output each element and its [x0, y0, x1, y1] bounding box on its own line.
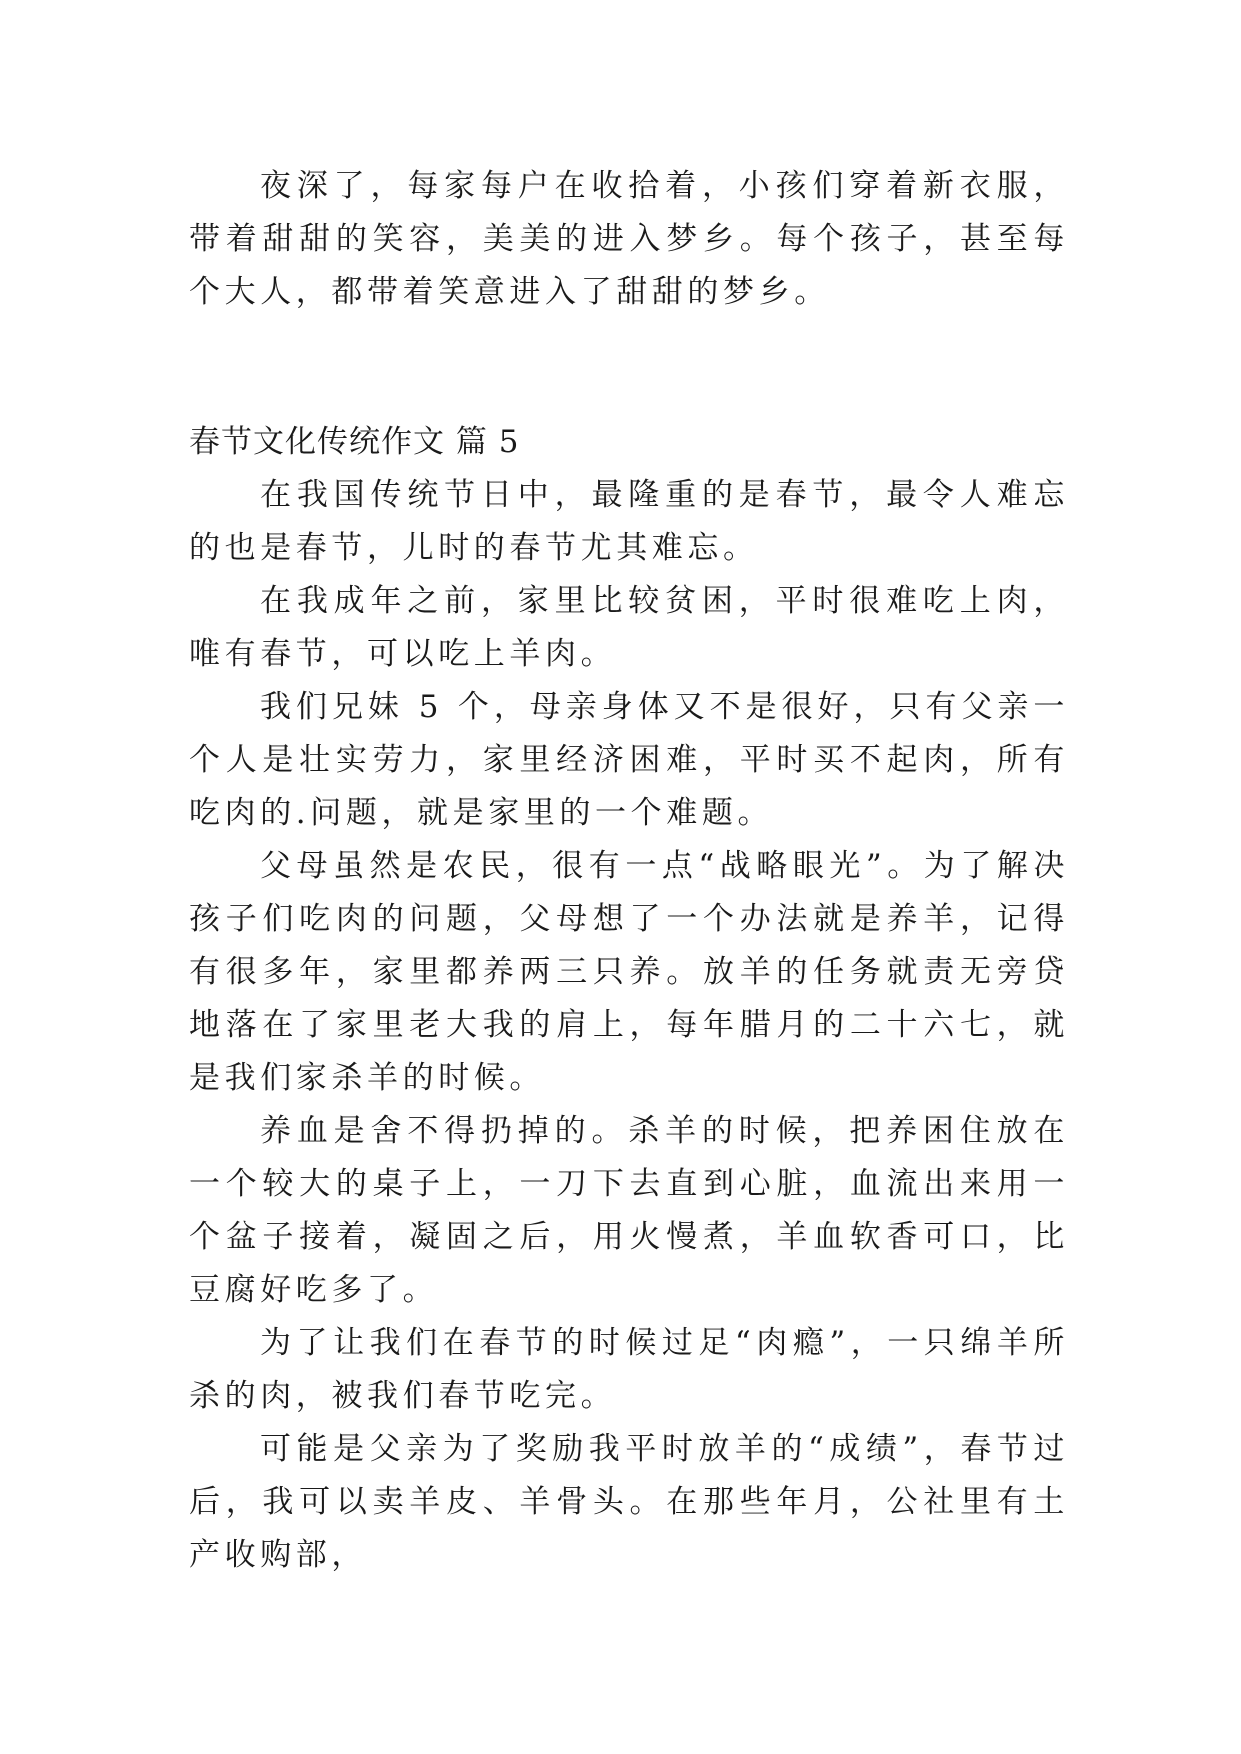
paragraph-1: 在我国传统节日中，最隆重的是春节，最令人难忘的也是春节，儿时的春节尤其难忘。: [189, 477, 1069, 566]
paragraph-5: 养血是舍不得扔掉的。杀羊的时候，把养困住放在一个较大的桌子上，一刀下去直到心脏，血流出来用一个盆子接着，凝固之后，用火慢煮，羊血软香可口，比豆腐好吃多了。: [189, 1113, 1069, 1308]
paragraph-6: 为了让我们在春节的时候过足“肉瘾”，一只绵羊所杀的肉，被我们春节吃完。: [189, 1325, 1069, 1414]
paragraph-2: 在我成年之前，家里比较贫困，平时很难吃上肉，唯有春节，可以吃上羊肉。: [189, 583, 1069, 672]
section-title: 春节文化传统作文 篇 5: [189, 424, 520, 460]
paragraph-4: 父母虽然是农民，很有一点“战略眼光”。为了解决孩子们吃肉的问题，父母想了一个办法就是养羊，记得有很多年，家里都养两三只养。放羊的任务就责无旁贷地落在了家里老大我的肩上，每年腊月的二十六七，就是我们家杀羊的时候。: [189, 848, 1069, 1096]
paragraph-3: 我们兄妹 5 个，母亲身体又不是很好，只有父亲一个人是壮实劳力，家里经济困难，平时买不起肉，所有吃肉的.问题，就是家里的一个难题。: [189, 689, 1069, 831]
paragraph-7: 可能是父亲为了奖励我平时放羊的“成绩”，春节过后，我可以卖羊皮、羊骨头。在那些年月，公社里有土产收购部，: [189, 1431, 1069, 1573]
section-gap: [189, 319, 1069, 416]
paragraph-night: 夜深了，每家每户在收拾着，小孩们穿着新衣服，带着甜甜的笑容，美美的进入梦乡。每个孩子，甚至每个大人，都带着笑意进入了甜甜的梦乡。: [189, 168, 1069, 310]
document-page: [189, 160, 1069, 1582]
